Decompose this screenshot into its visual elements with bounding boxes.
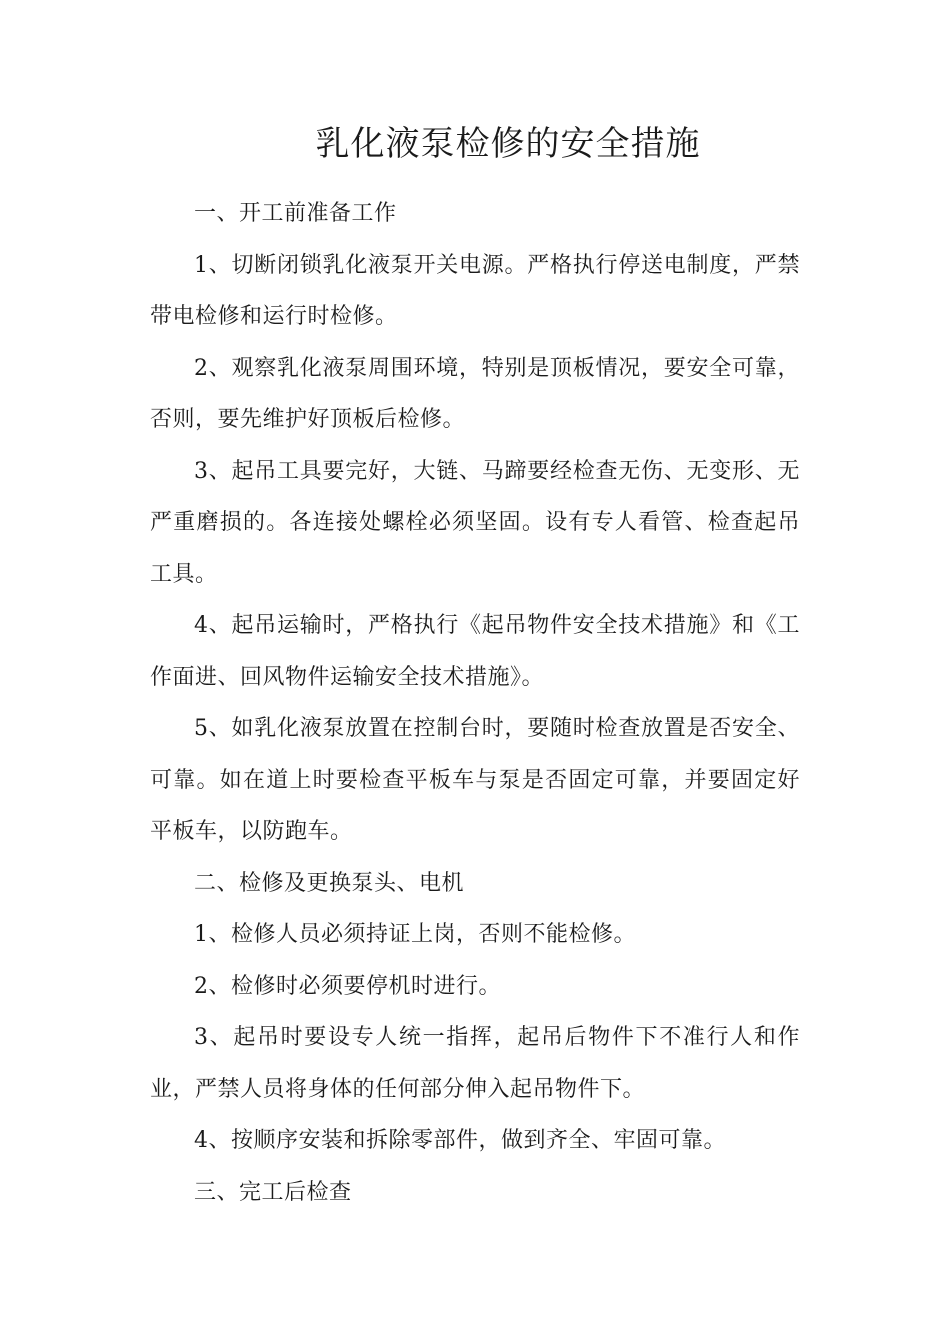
paragraph: 5、如乳化液泵放置在控制台时，要随时检查放置是否安全、可靠。如在道上时要检查平板车与泵是否固定可靠，并要固定好平板车，以防跑车。: [150, 716, 800, 844]
paragraph: 3、起吊时要设专人统一指挥，起吊后物件下不准行人和作业，严禁人员将身体的任何部分伸入起吊物件下。: [150, 1025, 800, 1102]
document-title: 乳化液泵检修的安全措施: [315, 124, 701, 164]
paragraph: 2、检修时必须要停机时进行。: [194, 973, 501, 999]
paragraph: 3、起吊工具要完好，大链、马蹄要经检查无伤、无变形、无严重磨损的。各连接处螺栓必须坚固。设有专人看管、检查起吊工具。: [150, 458, 800, 587]
section-heading-1: 一、开工前准备工作: [194, 201, 397, 226]
section-heading-3: 三、完工后检查: [194, 1179, 352, 1205]
section-heading-2: 二、检修及更换泵头、电机: [194, 870, 465, 896]
paragraph: 1、检修人员必须持证上岗，否则不能检修。: [194, 922, 636, 947]
paragraph: 4、按顺序安装和拆除零部件，做到齐全、牢固可靠。: [194, 1128, 726, 1153]
paragraph: 4、起吊运输时，严格执行《起吊物件安全技术措施》和《工作面进、回风物件运输安全技术措施》。: [150, 613, 800, 690]
paragraph: 2、观察乳化液泵周围环境，特别是顶板情况，要安全可靠，否则，要先维护好顶板后检修。: [150, 355, 800, 432]
paragraph: 1、切断闭锁乳化液泵开关电源。严格执行停送电制度，严禁带电检修和运行时检修。: [150, 252, 800, 329]
document-body: [150, 188, 800, 1218]
